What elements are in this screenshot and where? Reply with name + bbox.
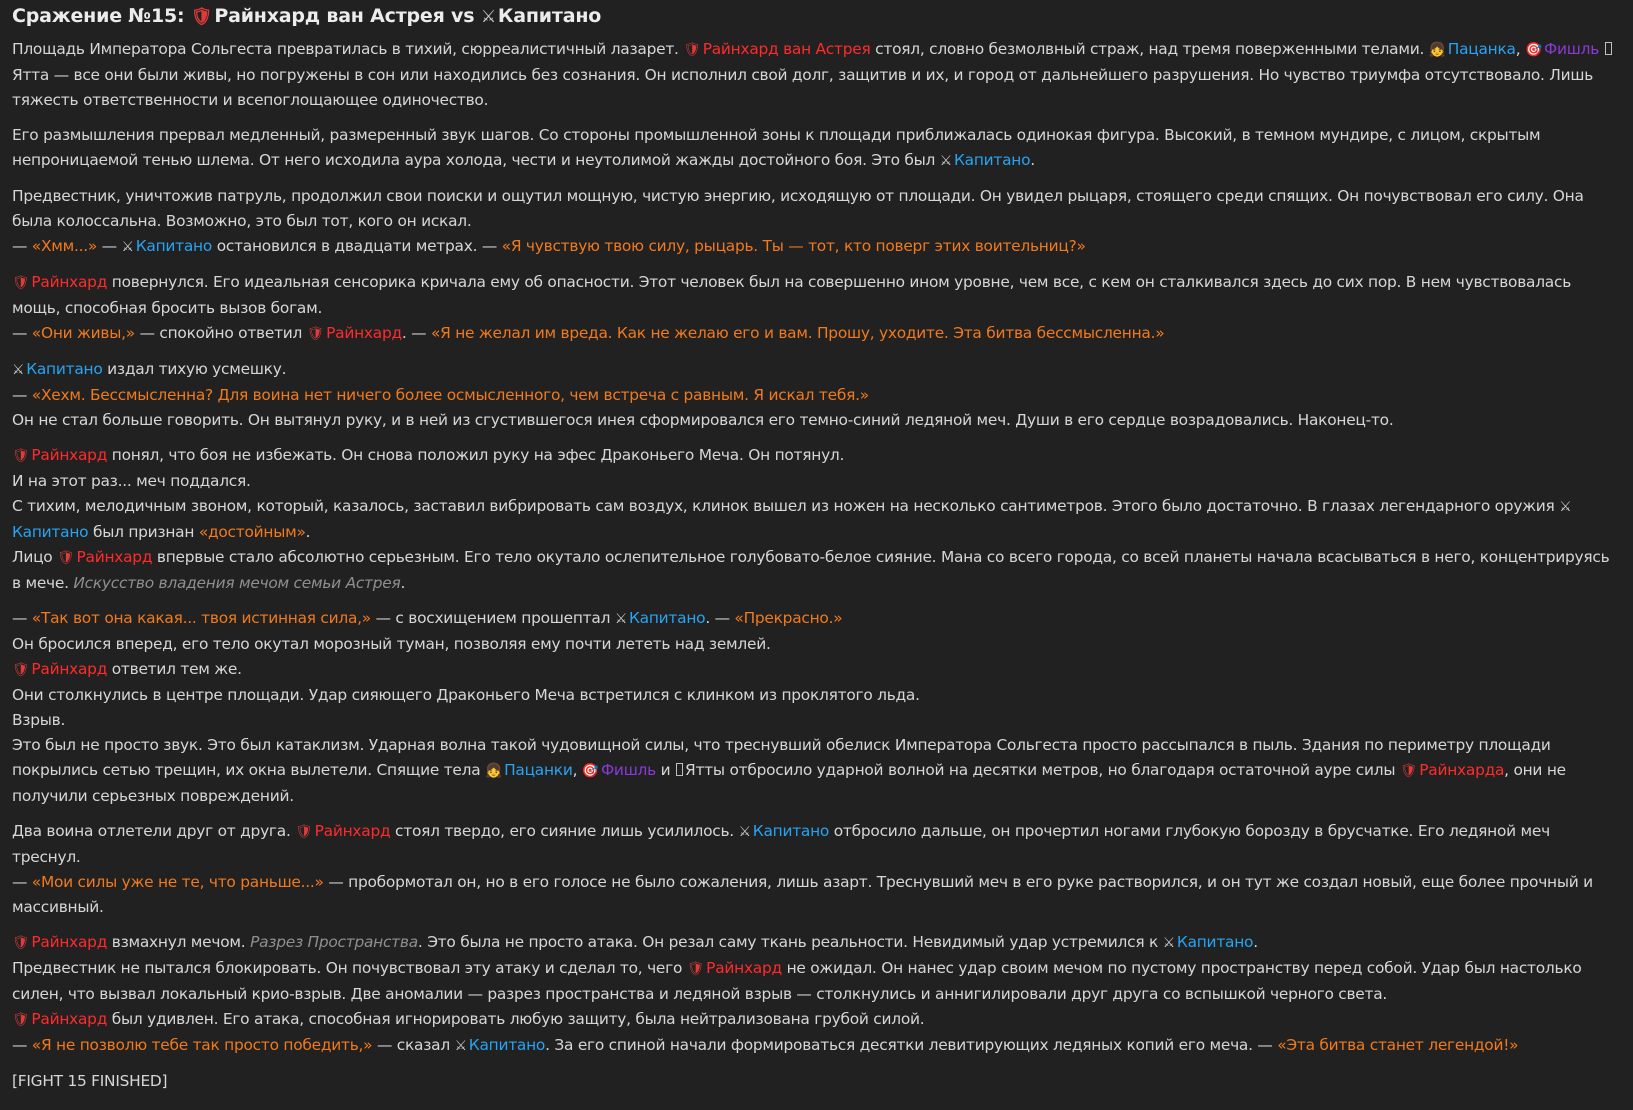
text: — (101, 237, 117, 255)
name-yatta: Ятта (12, 66, 50, 84)
quote: «Хмм...» (31, 237, 98, 255)
shield-icon: 🛡 (12, 662, 30, 678)
crossed-swords-icon: ⚔ (614, 611, 627, 627)
quote: «достойным» (198, 523, 306, 541)
name-reinhard: Райнхарда (1419, 761, 1505, 779)
shield-icon: 🛡 (12, 935, 30, 951)
text: стоял, словно безмолвный страж, над тремя поверженными телами. (875, 40, 1425, 58)
quote: «Я не позволю тебе так просто победить,» (31, 1036, 373, 1054)
dash: — (12, 873, 28, 891)
target-icon: 🎯 (581, 763, 599, 779)
text: взмахнул мечом. (111, 933, 246, 951)
paragraph-3 (12, 184, 1619, 260)
text: Это был не просто звук. Это был катаклизм. Ударная волна такой чудовищной силы, что треснувший обелиск Императора Сольгеста просто рассыпался в пыль. Здания по периметру площади покрылись сетью трещин, их окна вылетели. Спящие тела (12, 736, 1551, 779)
paragraph-9 (12, 930, 1619, 1059)
name-reinhard: Райнхард (31, 1010, 108, 1028)
text: — с восхищением прошептал (375, 609, 611, 627)
girl-icon: 👧 (1428, 42, 1446, 58)
target-icon: 🎯 (1525, 42, 1543, 58)
name-reinhard: Райнхард (706, 959, 782, 977)
text: . (305, 523, 311, 541)
text: был признан (92, 523, 195, 541)
crossed-swords-icon: ⚔ (1559, 499, 1572, 515)
quote: «Прекрасно.» (734, 609, 843, 627)
name-reinhard: Райнхард (314, 822, 391, 840)
shield-icon: 🛡 (12, 1012, 30, 1028)
name-fischl: Фишль (600, 761, 656, 779)
text: . (400, 574, 406, 592)
dash: — (12, 386, 28, 404)
dash: — (12, 1036, 28, 1054)
text: Он бросился вперед, его тело окутал морозный туман, позволяя ему почти лететь над землей. (12, 635, 771, 653)
shield-icon: 🛡 (686, 961, 705, 977)
fight-title (12, 4, 1619, 30)
crossed-swords-icon: ⚔ (454, 1038, 467, 1054)
name-capitano: Капитано (953, 151, 1031, 169)
quote: «Я не желал им вреда. Как не желаю его и вам. Прошу, уходите. Эта битва бессмысленна.» (430, 324, 1165, 342)
text: остановился в двадцати метрах. — (216, 237, 498, 255)
text: впервые стало абсолютно серьезным. Его тело окутало ослепительное голубовато-белое сияние. Мана со всего города, со всей планеты начала всасываться в него, концентрируясь в мече. (12, 548, 1610, 592)
text: Предвестник, уничтожив патруль, продолжил свои поиски и ощутил мощную, чистую энергию, исходящую от площади. Он увидел рыцаря, стоящего среди спящих. Он почувствовал его силу. Она была колоссальна. Возможно, это был тот, кого он искал. (12, 187, 1584, 230)
quote: «Они живы,» (31, 324, 135, 342)
name-capitano: Капитано (1176, 933, 1254, 951)
text: Взрыв. (12, 711, 66, 729)
shield-icon: 🛡 (190, 7, 213, 27)
name-capitano: Капитано (468, 1036, 546, 1054)
text: Предвестник не пытался блокировать. Он почувствовал эту атаку и сделал то, чего (12, 959, 683, 977)
text: повернулся. Его идеальная сенсорика кричала ему об опасности. Этот человек был на совершенно ином уровне, чем все, с кем он сталкивался здесь до сих пор. В нем чувствовалась мощь, способная бросить вызов богам. (12, 273, 1572, 317)
text: , (572, 761, 578, 779)
shield-icon: 🛡 (306, 326, 325, 342)
quote: «Я чувствую твою силу, рыцарь. Ты — тот, кто поверг этих воительниц?» (501, 237, 1086, 255)
crossed-swords-icon: ⚔ (1162, 935, 1175, 951)
name-yatty: Ятты (685, 761, 725, 779)
quote: «Так вот она какая... твоя истинная сила,» (31, 609, 371, 627)
paragraph-6 (12, 443, 1619, 596)
crossed-swords-icon: ⚔ (121, 239, 134, 255)
name-reinhard: Райнхард (76, 548, 153, 566)
name-reinhard: Райнхард (31, 446, 108, 464)
text: . За его спиной начали формироваться десятки левитирующих ледяных копий его меча. — (545, 1036, 1273, 1054)
text: был удивлен. Его атака, способная игнорировать любую защиту, была нейтрализована грубой силой. (111, 1010, 925, 1028)
technique-name: Искусство владения мечом семьи Астрея (73, 574, 401, 592)
name-patsanki: Пацанки (504, 761, 573, 779)
text: , они не получили серьезных повреждений. (12, 761, 1566, 805)
name-capitano: Капитано (26, 360, 103, 378)
girl-icon: 👧 (485, 763, 503, 779)
text: . (1253, 933, 1258, 951)
text: — сказал (377, 1036, 450, 1054)
name-capitano: Капитано (629, 609, 706, 627)
crossed-swords-icon: ⚔ (939, 153, 952, 169)
crossed-swords-icon: ⚔ (738, 824, 751, 840)
shield-icon: 🛡 (683, 42, 701, 58)
paragraph-2 (12, 123, 1619, 174)
dash: — (12, 324, 28, 342)
name-fischl: Фишль (1544, 40, 1600, 58)
fight-finished-marker: [FIGHT 15 FINISHED] (12, 1072, 168, 1090)
text: Его размышления прервал медленный, размеренный звук шагов. Со стороны промышленной зоны к площади приближалась одинокая фигура. Высокий, в темном мундире, с лицом, скрытым непроницаемой тенью шлема. От него исходила аура холода, чести и неутолимой жажды достойного боя. Это был (12, 126, 1541, 169)
name-reinhard: Райнхард (31, 660, 108, 678)
shield-icon: 🛡 (1399, 763, 1418, 779)
quote: «Хехм. Бессмысленна? Для воина нет ничего более осмысленного, чем встреча с равным. Я искал тебя.» (31, 386, 869, 404)
text: С тихим, мелодичным звоном, который, казалось, заставил вибрировать сам воздух, клинок вышел из ножен на несколько сантиметров. Этого было достаточно. В глазах легендарного оружия (12, 497, 1555, 515)
text: стоял твердо, его сияние лишь усилилось. (395, 822, 734, 840)
title-fighter-2: Капитано (497, 5, 602, 27)
text: , (1515, 40, 1521, 58)
text: Площадь Императора Сольгеста превратилась в тихий, сюрреалистичный лазарет. (12, 40, 679, 58)
dash: — (12, 237, 28, 255)
shield-icon: 🛡 (57, 550, 75, 566)
paragraph-1 (12, 37, 1619, 113)
title-prefix: Сражение №15: (12, 5, 185, 27)
paragraph-5 (12, 357, 1619, 433)
text: ответил тем же. (111, 660, 242, 678)
shield-icon: 🛡 (295, 824, 313, 840)
name-reinhard: Райнхард (326, 324, 402, 342)
paragraph-4 (12, 270, 1619, 347)
quote: «Эта битва станет легендой!» (1277, 1036, 1519, 1054)
missing-glyph-icon (676, 763, 683, 776)
name-capitano: Капитано (135, 237, 213, 255)
quote: «Мои силы уже не те, что раньше...» (31, 873, 324, 891)
text: Они столкнулись в центре площади. Удар сияющего Драконьего Меча встретился с клинком из проклятого льда. (12, 686, 920, 704)
text: отбросило дальше, он прочертил ногами глубокую борозду в брусчатке. Его ледяной меч треснул. (12, 822, 1550, 866)
missing-glyph-icon (1605, 42, 1612, 55)
paragraph-8 (12, 819, 1619, 920)
text: . — (705, 609, 730, 627)
crossed-swords-icon: ⚔ (480, 7, 496, 27)
text: отбросило ударной волной на десятки метров, но благодаря остаточной ауре силы (729, 761, 1396, 779)
name-capitano: Капитано (752, 822, 830, 840)
crossed-swords-icon: ⚔ (12, 362, 25, 378)
name-reinhard: Райнхард ван Астрея (702, 40, 871, 58)
text: . — (401, 324, 427, 342)
shield-icon: 🛡 (12, 448, 30, 464)
name-capitano: Капитано (12, 523, 89, 541)
text: понял, что боя не избежать. Он снова положил руку на эфес Драконьего Меча. Он потянул. (111, 446, 845, 464)
text: не ожидал. Он нанес удар своим мечом по пустому пространству перед собой. Удар был настолько силен, что вызвал локальный крио-взрыв. Две аномалии — разрез пространства и ледяной взрыв — столкнулись и аннигилировали друг друга со вспышкой черного света. (12, 959, 1582, 1003)
name-reinhard: Райнхард (31, 933, 108, 951)
text: — спокойно ответил (139, 324, 303, 342)
paragraph-7 (12, 606, 1619, 809)
shield-icon: 🛡 (12, 275, 30, 291)
text: И на этот раз... меч поддался. (12, 472, 251, 490)
text: Он не стал больше говорить. Он вытянул руку, и в ней из сгустившегося инея сформировался его темно-синий ледяной меч. Души в его сердце возрадовались. Наконец-то. (12, 411, 1394, 429)
name-patsanka: Пацанка (1447, 40, 1516, 58)
technique-name: Разрез Пространства (250, 933, 418, 951)
text: издал тихую усмешку. (107, 360, 287, 378)
text: — пробормотал он, но в его голосе не было сожаления, лишь азарт. Треснувший меч в его руке растворился, и он тут же создал новый, еще более прочный и массивный. (12, 873, 1593, 916)
title-vs: vs (451, 5, 475, 27)
title-fighter-1: Райнхард ван Астрея (214, 5, 445, 27)
dash: — (12, 609, 28, 627)
text: и (660, 761, 671, 779)
text: . (1030, 151, 1035, 169)
text: — все они были живы, но погружены в сон или находились без сознания. Он исполнил свой долг, защитив и их, и город от дальнейшего разрушения. Но чувство триумфа отсутствовало. Лишь тяжесть ответственности и всепоглощающее одиночество. (12, 66, 1594, 109)
text: . Это была не просто атака. Он резал саму ткань реальности. Невидимый удар устремился к (417, 933, 1159, 951)
name-reinhard: Райнхард (31, 273, 108, 291)
text: Два воина отлетели друг от друга. (12, 822, 291, 840)
text: Лицо (12, 548, 53, 566)
